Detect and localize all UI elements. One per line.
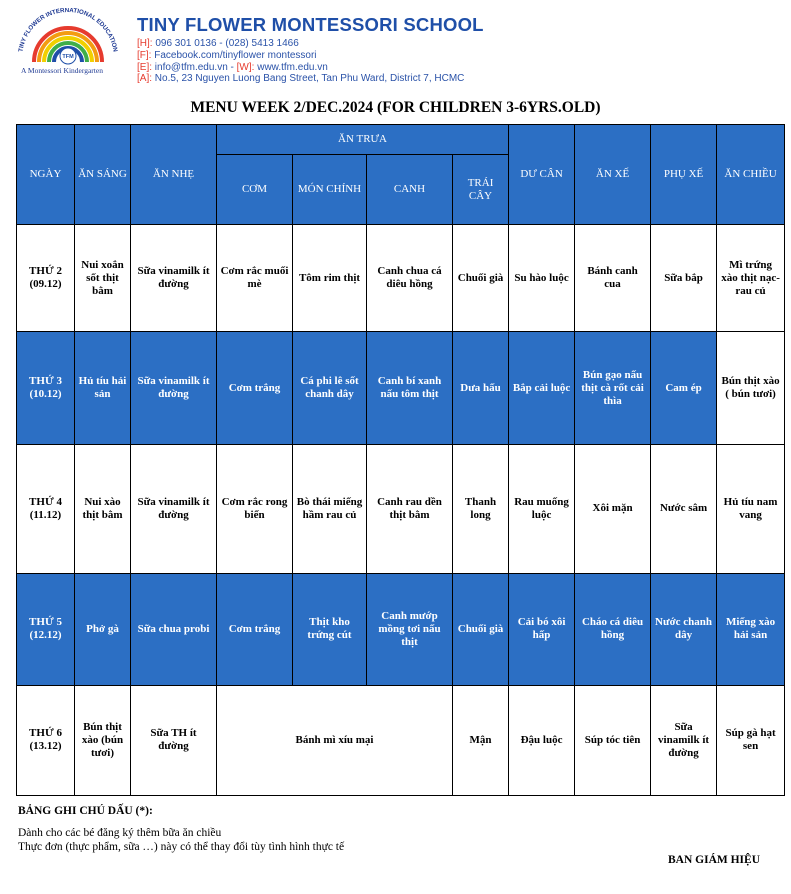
- trai-cay-cell: Mận: [453, 685, 509, 795]
- com-cell: Cơm rắc rong biển: [217, 445, 293, 573]
- mon-chinh-cell: Thịt kho trứng cút: [293, 573, 367, 685]
- day-cell: THỨ 2 (09.12): [17, 225, 75, 332]
- menu-title: MENU WEEK 2/DEC.2024 (FOR CHILDREN 3-6YRS.OLD): [190, 99, 601, 116]
- header-du-can: DƯ CÂN: [509, 125, 575, 225]
- phu-xe-cell: Cam ép: [651, 332, 717, 445]
- logo-center-text: TFM: [62, 54, 74, 60]
- an-xe-cell: Bún gạo nấu thịt cà rốt cải thìa: [575, 332, 651, 445]
- an-sang-cell: Hủ tíu hải sản: [75, 332, 131, 445]
- day-cell: THỨ 4 (11.12): [17, 445, 75, 573]
- an-sang-cell: Nui xào thịt bằm: [75, 445, 131, 573]
- contact-email-web: [E]: info@tfm.edu.vn - [W]: www.tfm.edu.vn: [137, 61, 328, 73]
- header-com: CƠM: [217, 155, 293, 225]
- mon-chinh-cell: Cá phi lê sốt chanh dây: [293, 332, 367, 445]
- du-can-cell: Đậu luộc: [509, 685, 575, 795]
- mon-chinh-cell: Bò thái miếng hầm rau củ: [293, 445, 367, 573]
- notes-line-1: Dành cho các bé đăng ký thêm bữa ăn chiều: [18, 827, 222, 839]
- mon-chinh-cell: Tôm rim thịt: [293, 225, 367, 332]
- du-can-cell: Su hào luộc: [509, 225, 575, 332]
- logo-caption: A Montessori Kindergarten: [21, 66, 103, 75]
- com-cell: Cơm trắng: [217, 573, 293, 685]
- phu-xe-cell: Nước sâm: [651, 445, 717, 573]
- com-cell: Cơm trắng: [217, 332, 293, 445]
- an-xe-cell: Bánh canh cua: [575, 225, 651, 332]
- canh-cell: Canh bí xanh nấu tôm thịt: [367, 332, 453, 445]
- du-can-cell: Bắp cải luộc: [509, 332, 575, 445]
- trai-cay-cell: Thanh long: [453, 445, 509, 573]
- contact-facebook: [F]: Facebook.com/tinyflower montessori: [137, 49, 317, 61]
- canh-cell: Canh mướp mồng tơi nấu thịt: [367, 573, 453, 685]
- school-logo: [12, 8, 124, 92]
- header-an-chieu: ĂN CHIỀU: [717, 125, 785, 225]
- header-canh: CANH: [367, 155, 453, 225]
- day-cell: THỨ 5 (12.12): [17, 573, 75, 685]
- an-chieu-cell: Hủ tíu nam vang: [717, 445, 785, 573]
- canh-cell: Canh rau dền thịt bằm: [367, 445, 453, 573]
- header-an-trua: ĂN TRƯA: [217, 125, 509, 155]
- header-ngay: NGÀY: [17, 125, 75, 225]
- table-row: [17, 573, 785, 685]
- notes-line-2: Thực đơn (thực phẩm, sữa …) này có thể thay đổi tùy tình hình thực tế: [18, 841, 345, 853]
- canh-cell: Canh chua cá diêu hồng: [367, 225, 453, 332]
- school-name: TINY FLOWER MONTESSORI SCHOOL: [137, 14, 484, 35]
- an-xe-cell: Cháo cá diêu hồng: [575, 573, 651, 685]
- an-chieu-cell: Bún thịt xào ( bún tươi): [717, 332, 785, 445]
- day-cell: THỨ 3 (10.12): [17, 332, 75, 445]
- school-header: [0, 0, 791, 92]
- header-an-sang: ĂN SÁNG: [75, 125, 131, 225]
- an-xe-cell: Súp tóc tiên: [575, 685, 651, 795]
- header-phu-xe: PHỤ XẾ: [651, 125, 717, 225]
- an-sang-cell: Phở gà: [75, 573, 131, 685]
- an-xe-cell: Xôi mặn: [575, 445, 651, 573]
- trai-cay-cell: Chuối già: [453, 573, 509, 685]
- notes-heading: BẢNG GHI CHÚ DẤU (*):: [18, 805, 153, 817]
- header-an-nhe: ĂN NHẸ: [131, 125, 217, 225]
- du-can-cell: Rau muống luộc: [509, 445, 575, 573]
- phu-xe-cell: Sữa bắp: [651, 225, 717, 332]
- header-an-xe: ĂN XẾ: [575, 125, 651, 225]
- trai-cay-cell: Chuối già: [453, 225, 509, 332]
- menu-table: [16, 124, 785, 796]
- contact-phone: [H]: 096 301 0136 - (028) 5413 1466: [137, 38, 299, 49]
- an-nhe-cell: Sữa TH ít đường: [131, 685, 217, 795]
- an-nhe-cell: Sữa vinamilk ít đường: [131, 445, 217, 573]
- an-sang-cell: Nui xoắn sốt thịt bằm: [75, 225, 131, 332]
- signature: BAN GIÁM HIỆU: [668, 854, 761, 866]
- an-sang-cell: Bún thịt xào (bún tươi): [75, 685, 131, 795]
- table-row: [17, 225, 785, 332]
- an-chieu-cell: Mì trứng xào thịt nạc-rau củ: [717, 225, 785, 332]
- logo-arc-text: TINY FLOWER INTERNATIONAL EDUCATION: [17, 8, 119, 53]
- an-chieu-cell: Miếng xào hải sản: [717, 573, 785, 685]
- contact-info: [137, 38, 464, 85]
- header-trai-cay: TRÁI CÂY: [453, 155, 509, 225]
- an-nhe-cell: Sữa chua probi: [131, 573, 217, 685]
- phu-xe-cell: Nước chanh dây: [651, 573, 717, 685]
- com-cell: Cơm rắc muối mè: [217, 225, 293, 332]
- phu-xe-cell: Sữa vinamilk ít đường: [651, 685, 717, 795]
- an-chieu-cell: Súp gà hạt sen: [717, 685, 785, 795]
- table-row: [17, 332, 785, 445]
- an-nhe-cell: Sữa vinamilk ít đường: [131, 225, 217, 332]
- contact-address: [A]: No.5, 23 Nguyen Luong Bang Street, Tan Phu Ward, District 7, HCMC: [137, 73, 465, 85]
- lunch-merged-cell: Bánh mì xíu mại: [217, 685, 453, 795]
- header-mon-chinh: MÓN CHÍNH: [293, 155, 367, 225]
- trai-cay-cell: Dưa hấu: [453, 332, 509, 445]
- du-can-cell: Cải bó xôi hấp: [509, 573, 575, 685]
- day-cell: THỨ 6 (13.12): [17, 685, 75, 795]
- an-nhe-cell: Sữa vinamilk ít đường: [131, 332, 217, 445]
- table-row: [17, 685, 785, 795]
- table-row: [17, 445, 785, 573]
